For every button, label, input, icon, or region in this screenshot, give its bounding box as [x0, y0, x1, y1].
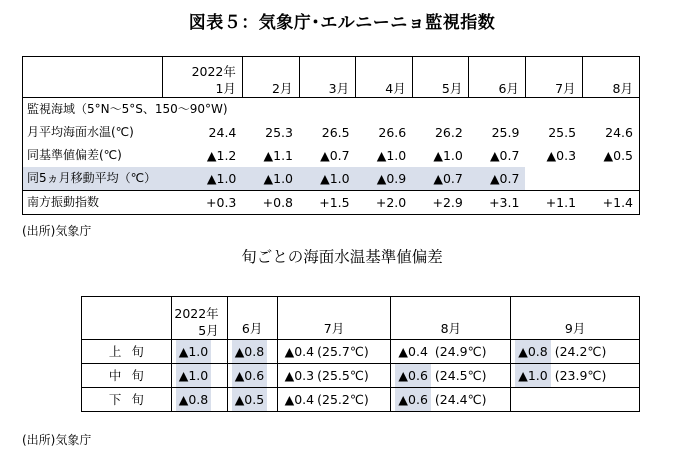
table-cell: 25.3	[265, 125, 293, 140]
table-row	[82, 340, 640, 364]
value: ▲0.8	[176, 388, 212, 411]
value: ▲0.4	[284, 344, 315, 359]
table-row	[23, 167, 640, 191]
table-cell	[277, 388, 391, 412]
table-cell	[582, 167, 639, 191]
table-cell: ▲1.0	[299, 167, 356, 191]
value: ▲1.0	[515, 364, 551, 387]
table-cell: 26.6	[378, 125, 407, 140]
header-row	[23, 57, 640, 98]
temperature: (24.9℃)	[434, 344, 487, 359]
table-cell: ▲0.5	[582, 144, 639, 167]
table-cell: 25.5	[548, 125, 577, 140]
table-cell	[511, 388, 640, 412]
table-cell	[391, 364, 511, 388]
table-cell	[171, 388, 227, 412]
table-cell: ▲0.9	[356, 167, 413, 191]
month-header-6: 6月	[469, 57, 526, 98]
table-cell	[171, 364, 227, 388]
row-label: 上旬	[82, 340, 172, 364]
table-cell: +1.4	[582, 191, 639, 215]
value: ▲0.3	[284, 368, 315, 383]
month-header-5: 5月	[412, 57, 469, 98]
table-cell: ▲0.7	[469, 167, 526, 191]
table-row	[23, 191, 640, 215]
month-header-2: 2月	[242, 57, 299, 98]
month-header-3: 3月	[299, 57, 356, 98]
table-cell: ▲1.0	[242, 167, 299, 191]
table-cell: +0.3	[163, 191, 243, 215]
row-label: 月平均海面水温(℃)	[23, 121, 163, 144]
subtitle: 旬ごとの海面水温基準値偏差	[241, 248, 443, 266]
table-cell: +1.1	[525, 191, 582, 215]
table-cell	[227, 364, 277, 388]
table-cell	[391, 388, 511, 412]
temperature: (25.5℃)	[317, 368, 369, 383]
month-header-1: 2022年 1月	[163, 57, 243, 98]
month-header-8: 8月	[582, 57, 639, 98]
temperature: (24.2℃)	[554, 344, 607, 359]
table-cell: ▲1.0	[376, 148, 407, 163]
header-row	[82, 297, 640, 340]
table-cell: ▲1.0	[433, 148, 463, 163]
region-row	[23, 98, 640, 122]
value: ▲0.4	[284, 392, 315, 407]
table-row	[82, 364, 640, 388]
table-cell: 26.2	[434, 125, 463, 140]
table-cell: 24.4	[208, 125, 237, 140]
table-cell: ▲0.7	[320, 148, 350, 163]
table-cell: ▲0.3	[546, 148, 577, 163]
month-header-sep: 9月	[511, 297, 640, 340]
table-cell	[227, 388, 277, 412]
row-label: 南方振動指数	[23, 191, 163, 215]
temperature: (24.5℃)	[434, 368, 487, 383]
table-row	[82, 388, 640, 412]
value: ▲0.8	[232, 340, 268, 363]
table-cell: ▲1.1	[263, 148, 293, 163]
value: ▲0.5	[232, 388, 268, 411]
table-cell	[525, 167, 582, 191]
table-cell: +1.5	[299, 191, 356, 215]
source-note-2: (出所)気象庁	[22, 433, 92, 447]
table-cell: ▲1.0	[163, 167, 243, 191]
value: ▲0.4	[398, 344, 428, 359]
temperature: (23.9℃)	[554, 368, 607, 383]
table-cell: 24.6	[582, 121, 639, 144]
value: ▲0.6	[395, 364, 431, 387]
temperature: (25.7℃)	[317, 344, 369, 359]
month-header-4: 4月	[356, 57, 413, 98]
table-cell: +0.8	[242, 191, 299, 215]
table-cell: ▲1.2	[206, 148, 237, 163]
value: ▲0.6	[395, 388, 431, 411]
monitoring-index-table	[22, 56, 640, 215]
row-label: 同基準値偏差(℃)	[23, 144, 163, 167]
table-cell	[277, 340, 391, 364]
table-cell	[227, 340, 277, 364]
month-header-7: 7月	[525, 57, 582, 98]
table-row	[23, 144, 640, 167]
table-cell	[511, 340, 640, 364]
value: ▲0.8	[515, 340, 551, 363]
temperature: (24.4℃)	[434, 392, 487, 407]
value: ▲1.0	[176, 340, 212, 363]
table-cell: ▲0.7	[489, 148, 520, 163]
month-header-jul: 7月	[277, 297, 391, 340]
table-cell	[277, 364, 391, 388]
table-cell	[171, 340, 227, 364]
value: ▲1.0	[176, 364, 212, 387]
month-header-aug: 8月	[391, 297, 511, 340]
table-cell: 26.5	[321, 125, 350, 140]
row-label: 下旬	[82, 388, 172, 412]
table-cell	[391, 340, 511, 364]
month-header-jun: 6月	[227, 297, 277, 340]
dekad-deviation-table	[81, 296, 640, 412]
temperature: (25.2℃)	[317, 392, 369, 407]
value: ▲0.6	[232, 364, 268, 387]
source-note: (出所)気象庁	[22, 224, 92, 238]
table-cell: +3.1	[469, 191, 526, 215]
table-cell	[511, 364, 640, 388]
table-row	[23, 121, 640, 144]
region-label: 監視海域（5°N～5°S、150～90°W)	[23, 98, 640, 122]
table-cell: +2.0	[356, 191, 413, 215]
figure-title: 図表５：気象庁･エルニーニョ監視指数	[188, 13, 496, 33]
row-label: 中旬	[82, 364, 172, 388]
month-header-may: 2022年 5月	[171, 297, 227, 340]
row-label: 同5ヵ月移動平均（℃）	[23, 167, 163, 191]
table-cell: 25.9	[491, 125, 520, 140]
table-cell: +2.9	[412, 191, 469, 215]
table-cell: ▲0.7	[412, 167, 469, 191]
